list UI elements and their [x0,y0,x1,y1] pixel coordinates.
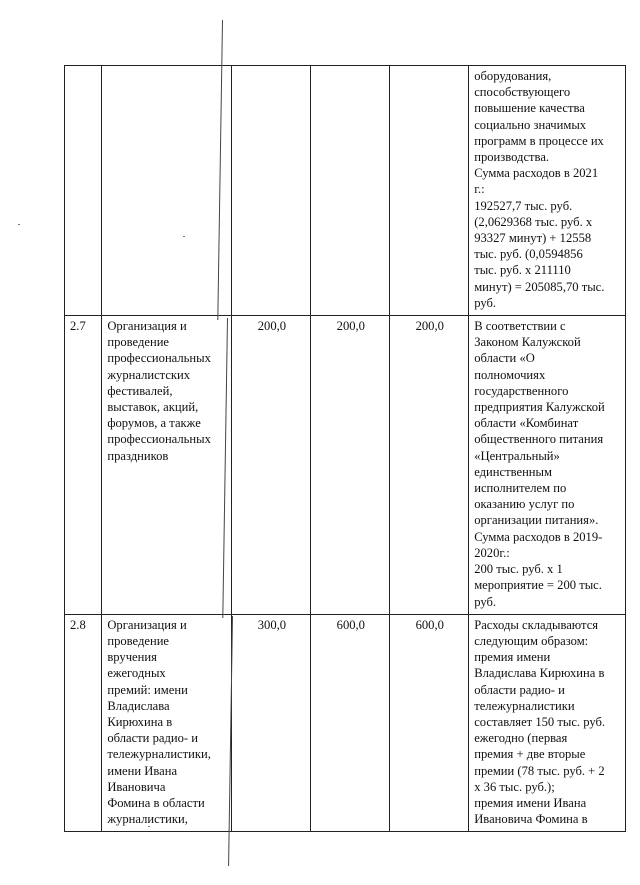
scan-speck [183,236,185,237]
table-row [65,316,626,615]
table-row [65,614,626,832]
event-name: Организация и проведение профессиональных журналистских фестивалей, выставок, акций, форумов, а также профессиональных праздников [102,316,232,615]
amount-year-3: 600,0 [390,614,469,832]
budget-table [64,65,626,832]
scan-speck [148,826,150,827]
amount-year-1: 300,0 [232,614,311,832]
cost-justification: Расходы складываются следующим образом: премия имени Владислава Кирюхина в области радио- и тележурналистики составляет 150 тыс. руб. ежегодно (первая премия + две вторые премии (78 тыс. руб. + 2 х 36 тыс. руб.); премия имени Ивана Ивановича Фомина в [469,614,626,832]
cost-justification: оборудования, способствующего повышение качества социально значимых программ в процессе их производства. Сумма расходов в 2021 г.: 192527,7 тыс. руб. (2,0629368 тыс. руб. х 93327 минут) + 12558 тыс. руб. (0,0594856 тыс. руб. х 211110 минут) = 205085,70 тыс. руб. [469,66,626,316]
cost-justification: В соответствии с Законом Калужской области «О полномочиях государственного предприятия Калужской области «Комбинат общественного питания «Центральный» единственным исполнителем по оказанию услуг по организации питания». Сумма расходов в 2019- 2020г.: 200 тыс. руб. х 1 мероприятие = 200 тыс. руб. [469,316,626,615]
row-number [65,66,102,316]
amount-year-3: 200,0 [390,316,469,615]
scan-speck [18,224,20,225]
event-name: Организация и проведение вручения ежегодных премий: имени Владислава Кирюхина в области радио- и тележурналистики, имени Ивана Ивановича Фомина в области журналистики, [102,614,232,832]
event-name [102,66,232,316]
amount-year-1 [232,66,311,316]
amount-year-3 [390,66,469,316]
amount-year-2: 600,0 [311,614,390,832]
amount-year-2: 200,0 [311,316,390,615]
row-number: 2.7 [65,316,102,615]
amount-year-1: 200,0 [232,316,311,615]
row-number: 2.8 [65,614,102,832]
amount-year-2 [311,66,390,316]
table-row [65,66,626,316]
